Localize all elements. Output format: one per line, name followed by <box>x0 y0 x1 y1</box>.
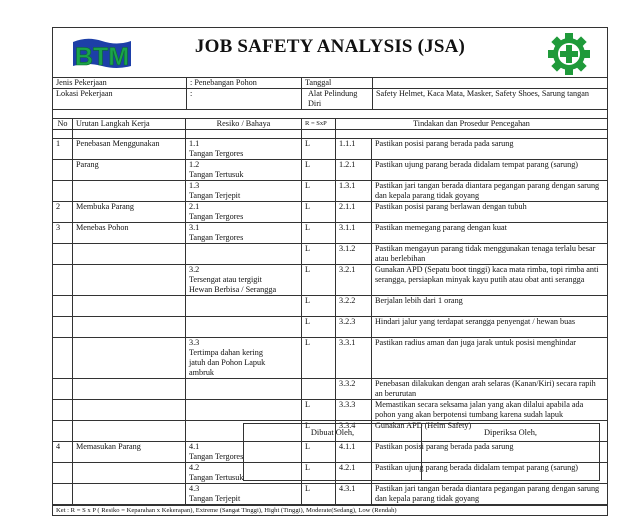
row-no: 1 <box>53 139 73 160</box>
footnote: Ket : R = S x P ( Resiko = Keparahan x Kekerapan), Extreme (Sangat Tinggi), Hight (Tinggi), Moderate(Sedang), Low (Rendah) <box>53 505 608 516</box>
row-code: 1.1.1 <box>336 139 372 160</box>
risk-number: 1.2 <box>189 160 200 169</box>
row-risk <box>186 181 302 202</box>
row-action: Pastikan jari tangan berada diantara pegangan parang dengan sarung dan kepala parang tidak goyang <box>372 484 608 506</box>
risk-text: Tangan Tergores <box>189 149 244 158</box>
row-rating: L <box>302 317 336 338</box>
row-action: Berjalan lebih dari 1 orang <box>372 296 608 317</box>
row-no <box>53 484 73 506</box>
row-rating: L <box>302 442 336 463</box>
row-risk <box>186 244 302 265</box>
header-action: Tindakan dan Prosedur Pencegahan <box>336 119 608 130</box>
row-no: 3 <box>53 223 73 244</box>
row-no: 2 <box>53 202 73 223</box>
row-rating: L <box>302 484 336 506</box>
row-code: 4.1.1 <box>336 442 372 463</box>
risk-number: 3.2 <box>189 265 200 274</box>
risk-text: Tersengat atau tergigit Hewan Berbisa / Serangga <box>189 275 277 294</box>
row-code: 1.2.1 <box>336 160 372 181</box>
row-step: Parang <box>73 160 186 181</box>
header-step: Urutan Langkah Kerja <box>73 119 186 130</box>
row-step <box>73 484 186 506</box>
job-info-table <box>52 77 608 110</box>
document-header <box>52 27 608 77</box>
table-row <box>53 296 608 317</box>
risk-text: Tangan Tertusuk <box>189 473 244 482</box>
row-no <box>53 244 73 265</box>
footnote-row <box>53 505 608 516</box>
risk-number: 1.3 <box>189 181 200 190</box>
row-step: Menebas Pohon <box>73 223 186 244</box>
row-rating: L <box>302 463 336 484</box>
row-rating: L <box>302 181 336 202</box>
row-risk <box>186 202 302 223</box>
risk-number: 4.1 <box>189 442 200 451</box>
checked-by-label: Diperiksa Oleh, <box>421 424 599 480</box>
table-row <box>53 202 608 223</box>
row-action: Pastikan ujung parang berada didalam tempat parang (sarung) <box>372 160 608 181</box>
header-risk: Resiko / Bahaya <box>186 119 302 130</box>
jenis-label: Jenis Pekerjaan <box>53 78 187 89</box>
spacer <box>52 110 608 118</box>
row-step <box>73 338 186 379</box>
row-step <box>73 463 186 484</box>
row-step <box>73 400 186 421</box>
table-row <box>53 265 608 296</box>
apd-label: Alat Pelindung Diri <box>302 89 373 110</box>
row-risk <box>186 400 302 421</box>
row-rating: L <box>302 421 336 442</box>
header-no: No <box>53 119 73 130</box>
row-step <box>73 421 186 442</box>
row-action: Penebasan dilakukan dengan arah selaras (Kanan/Kiri) secara rapih an berurutan <box>372 379 608 400</box>
row-rating: L <box>302 139 336 160</box>
row-no <box>53 160 73 181</box>
table-row <box>53 244 608 265</box>
row-action: Gunakan APD (Helm Safety) <box>372 421 608 442</box>
row-risk <box>186 484 302 506</box>
row-risk <box>186 296 302 317</box>
risk-text: Tangan Tergores <box>189 452 244 461</box>
row-code: 2.1.1 <box>336 202 372 223</box>
risk-number: 3.3 <box>189 338 200 347</box>
safety-gear-cross-icon <box>547 32 591 76</box>
row-step <box>73 379 186 400</box>
lokasi-label: Lokasi Pekerjaan <box>53 89 187 110</box>
row-step <box>73 296 186 317</box>
row-action: Pastikan posisi parang berada pada sarung <box>372 139 608 160</box>
header-rsp: R = SxP <box>302 119 336 130</box>
row-step <box>73 244 186 265</box>
row-code: 3.2.1 <box>336 265 372 296</box>
row-no <box>53 317 73 338</box>
row-step <box>73 265 186 296</box>
tanggal-label: Tanggal <box>302 78 373 89</box>
page-title: JOB SAFETY ANALYSIS (JSA) <box>194 36 466 57</box>
row-rating: L <box>302 338 336 379</box>
row-rating: L <box>302 265 336 296</box>
row-code: 3.1.1 <box>336 223 372 244</box>
row-code: 3.2.2 <box>336 296 372 317</box>
signature-box <box>243 423 600 481</box>
row-risk <box>186 338 302 379</box>
row-rating: L <box>302 202 336 223</box>
row-no <box>53 463 73 484</box>
tanggal-value <box>373 78 608 89</box>
row-code: 4.2.1 <box>336 463 372 484</box>
row-no: 4 <box>53 442 73 463</box>
table-row <box>53 379 608 400</box>
row-action: Pastikan radius aman dan juga jarak untuk posisi menghindar <box>372 338 608 379</box>
risk-number: 4.2 <box>189 463 200 472</box>
row-rating <box>302 379 336 400</box>
risk-text: Tangan Tergores <box>189 212 244 221</box>
row-code: 3.1.2 <box>336 244 372 265</box>
row-risk <box>186 379 302 400</box>
row-step <box>73 317 186 338</box>
table-row <box>53 139 608 160</box>
row-action: Memastikan secara seksama jalan yang akan dilalui apabila ada pohon yang akan berpotensi tumbang karena sudah lapuk <box>372 400 608 421</box>
row-action: Pastikan memegang parang dengan kuat <box>372 223 608 244</box>
row-code: 3.2.3 <box>336 317 372 338</box>
apd-value: Safety Helmet, Kaca Mata, Masker, Safety Shoes, Sarung tangan <box>373 89 608 110</box>
row-step: Memasukan Parang <box>73 442 186 463</box>
row-code: 3.3.4 <box>336 421 372 442</box>
row-rating: L <box>302 296 336 317</box>
risk-text: Tertimpa dahan kering jatuh dan Pohon Lapuk ambruk <box>189 348 266 377</box>
row-no <box>53 421 73 442</box>
table-row <box>53 400 608 421</box>
row-no <box>53 265 73 296</box>
lokasi-value: : <box>187 89 302 110</box>
row-action: Pastikan jari tangan berada diantara pegangan parang dengan sarung dan kepala parang tidak goyang <box>372 181 608 202</box>
row-rating: L <box>302 160 336 181</box>
row-action: Pastikan ujung parang berada didalam tempat parang (sarung) <box>372 463 608 484</box>
row-rating: L <box>302 244 336 265</box>
row-risk <box>186 265 302 296</box>
table-row <box>53 338 608 379</box>
risk-number: 1.1 <box>189 139 200 148</box>
table-row <box>53 223 608 244</box>
row-rating: L <box>302 223 336 244</box>
row-no <box>53 400 73 421</box>
row-no <box>53 181 73 202</box>
row-action: Pastikan mengayun parang tidak menggunakan tenaga terlalu besar atau berlebihan <box>372 244 608 265</box>
svg-text:BTM: BTM <box>74 43 130 71</box>
table-row <box>53 317 608 338</box>
row-code: 3.3.1 <box>336 338 372 379</box>
row-rating: L <box>302 400 336 421</box>
row-risk <box>186 139 302 160</box>
row-step: Penebasan Menggunakan <box>73 139 186 160</box>
row-no <box>53 379 73 400</box>
row-risk <box>186 223 302 244</box>
row-code: 3.3.3 <box>336 400 372 421</box>
row-action: Pastikan posisi parang berada pada sarung <box>372 442 608 463</box>
row-code: 4.3.1 <box>336 484 372 506</box>
blank-row <box>53 130 608 139</box>
risk-number: 3.1 <box>189 223 200 232</box>
row-action: Pastikan posisi parang berlawan dengan tubuh <box>372 202 608 223</box>
row-action: Hindari jalur yang terdapat serangga penyengat / hewan buas <box>372 317 608 338</box>
risk-text: Tangan Tergores <box>189 233 244 242</box>
jenis-value: : Penebangan Pohon <box>187 78 302 89</box>
row-risk <box>186 160 302 181</box>
table-row <box>53 484 608 506</box>
row-action: Gunakan APD (Sepatu boot tinggi) kaca mata rimba, topi rimba anti serangga, persiapkan minyak kayu putih atau obat anti serangga <box>372 265 608 296</box>
row-code: 3.3.2 <box>336 379 372 400</box>
risk-text: Tangan Tertusuk <box>189 170 244 179</box>
risk-text: Tangan Terjepit <box>189 191 241 200</box>
row-risk <box>186 317 302 338</box>
row-code: 1.3.1 <box>336 181 372 202</box>
table-row <box>53 181 608 202</box>
risk-number: 4.3 <box>189 484 200 493</box>
risk-number: 2.1 <box>189 202 200 211</box>
row-step <box>73 181 186 202</box>
row-step: Membuka Parang <box>73 202 186 223</box>
table-row <box>53 160 608 181</box>
risk-text: Tangan Terjepit <box>189 494 241 503</box>
row-no <box>53 338 73 379</box>
table-header-row <box>53 119 608 130</box>
row-no <box>53 296 73 317</box>
made-by-label: Dibuat Oleh, <box>310 428 355 437</box>
